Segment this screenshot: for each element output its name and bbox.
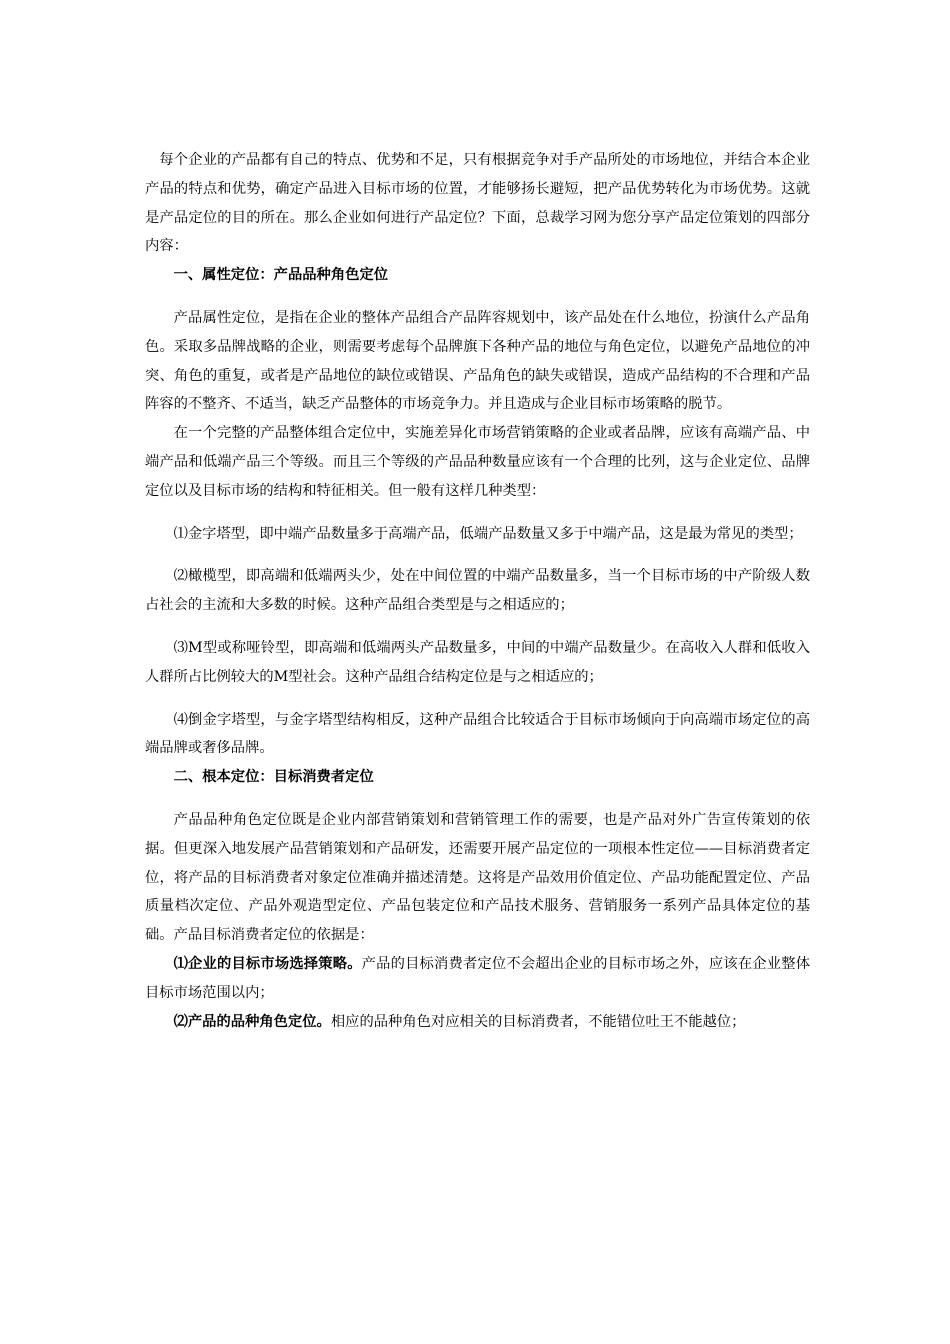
- type-item-pyramid: ⑴金字塔型，即中端产品数量多于高端产品，低端产品数量又多于中端产品，这是最为常见的类型；: [173, 525, 803, 542]
- basis-item-target-market: [145, 950, 810, 1008]
- basis-item-role-positioning: [145, 1008, 810, 1037]
- section2-heading: 二、根本定位：目标消费者定位: [173, 769, 374, 786]
- basis-item-text: 产品的目标消费者定位不会超出企业的目标市场之外，应该在企业整体目标市场范围以内；: [145, 955, 810, 1001]
- type-item-inverted-pyramid: ⑷倒金字塔型，与金字塔型结构相反，这种产品组合比较适合于目标市场倾向于向高端市场定位的高端品牌或奢侈品牌。: [145, 711, 810, 757]
- section1-paragraph-2: 在一个完整的产品整体组合定位中，实施差异化市场营销策略的企业或者品牌，应该有高端产品、中端产品和低端产品三个等级。而且三个等级的产品品种数量应该有一个合理的比列，这与企业定位、品牌定位以及目标市场的结构和特征相关。但一般有这样几种类型：: [145, 425, 810, 499]
- section1-heading: 一、属性定位：产品品种角色定位: [173, 267, 389, 284]
- intro-paragraph: 每个企业的产品都有自己的特点、优势和不足，只有根据竞争对手产品所处的市场地位，并结合本企业产品的特点和优势，确定产品进入目标市场的位置，才能够扬长避短，把产品优势转化为市场优势。这就是产品定位的目的所在。那么企业如何进行产品定位？下面，总裁学习网为您分享产品定位策划的四部分内容：: [145, 152, 810, 255]
- section2-paragraph-1: 产品品种角色定位既是企业内部营销策划和营销管理工作的需要，也是产品对外广告宣传策划的依据。但更深入地发展产品营销策划和产品研发，还需要开展产品定位的一项根本性定位——目标消费者定位，将产品的目标消费者对象定位准确并描述清楚。这将是产品效用价值定位、产品功能配置定位、产品质量档次定位、产品外观造型定位、产品包装定位和产品技术服务、营销服务一系列产品具体定位的基础。产品目标消费者定位的依据是：: [145, 811, 810, 944]
- spacer: [145, 506, 810, 520]
- document-page: [145, 146, 810, 1036]
- type-item-olive: ⑵橄榄型，即高端和低端两头少，处在中间位置的中端产品数量多，当一个目标市场的中产阶级人数占社会的主流和大多数的时候。这种产品组合类型是与之相适应的；: [145, 568, 810, 614]
- basis-item-text: 相应的品种角色对应相关的目标消费者，不能错位吐王不能越位；: [330, 1013, 746, 1030]
- spacer: [145, 692, 810, 706]
- spacer: [145, 792, 810, 806]
- basis-item-title: ⑵产品的品种角色定位。: [173, 1013, 331, 1030]
- spacer: [145, 290, 810, 304]
- type-item-dumbbell: ⑶M型或称哑铃型，即高端和低端两头产品数量多，中间的中端产品数量少。在高收入人群和低收入人群所占比例较大的M型社会。这种产品组合结构定位是与之相适应的；: [145, 639, 810, 685]
- spacer: [145, 620, 810, 634]
- spacer: [145, 548, 810, 562]
- section1-paragraph-1: 产品属性定位，是指在企业的整体产品组合产品阵容规划中，该产品处在什么地位，扮演什么产品角色。采取多品牌战略的企业，则需要考虑每个品牌旗下各种产品的地位与角色定位，以避免产品地位的冲突、角色的重复，或者是产品地位的缺位或错误、产品角色的缺失或错误，造成产品结构的不合理和产品阵容的不整齐、不适当，缺乏产品整体的市场竞争力。并且造成与企业目标市场策略的脱节。: [145, 309, 810, 413]
- basis-item-title: ⑴企业的目标市场选择策略。: [173, 955, 362, 972]
